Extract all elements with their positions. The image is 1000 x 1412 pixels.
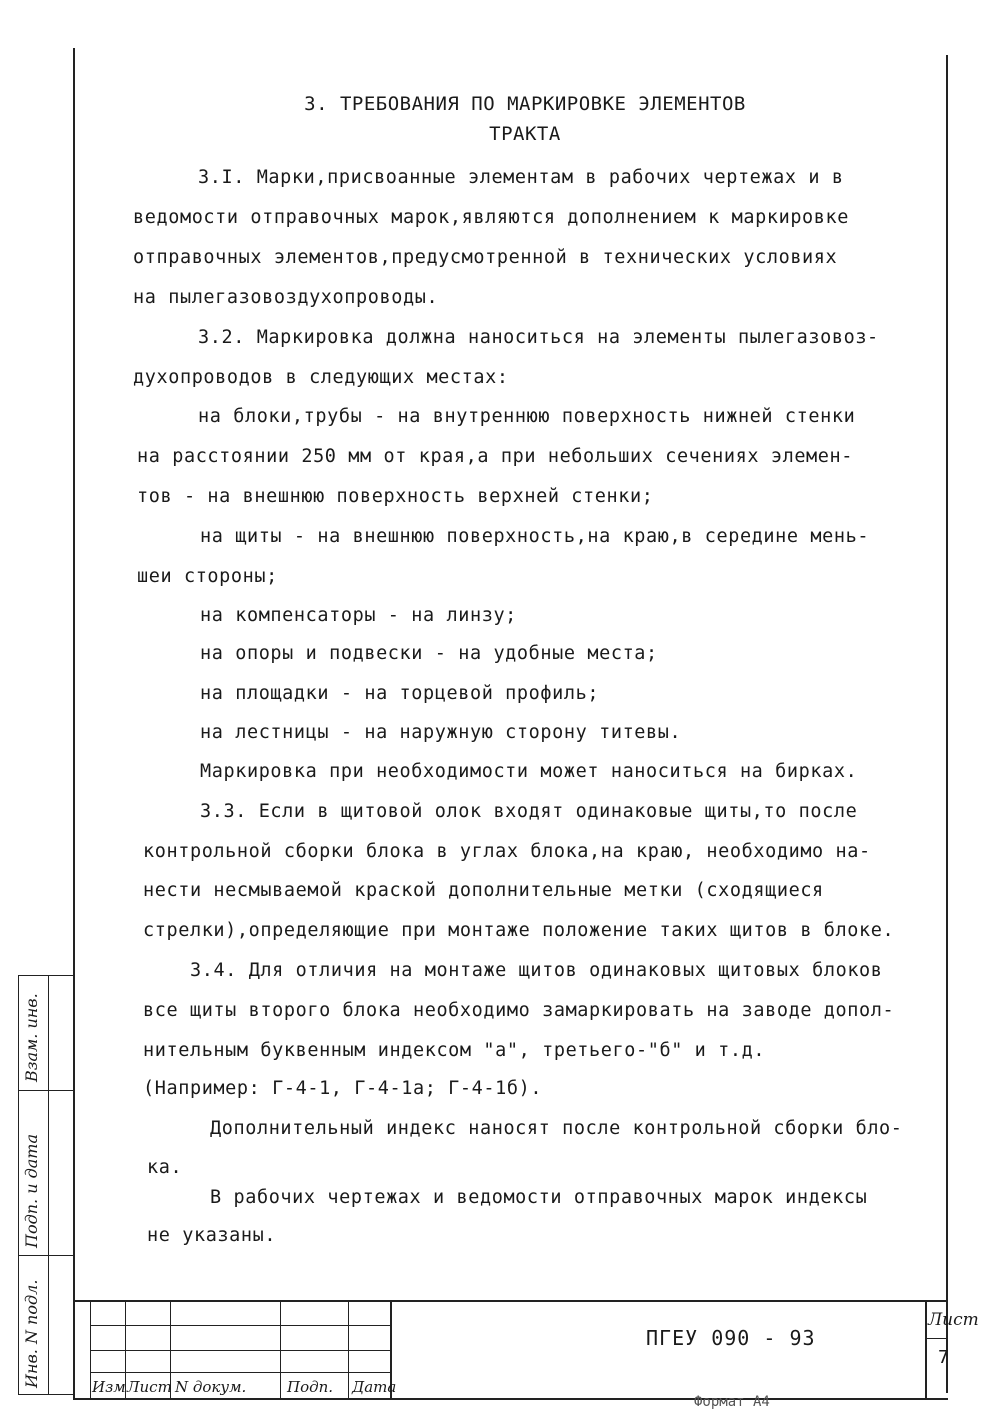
stamp-col-line bbox=[90, 1300, 91, 1398]
text-line: ка. bbox=[147, 1157, 183, 1178]
text-line: на площадки - на торцевой профиль; bbox=[200, 683, 600, 704]
stamp-row-line bbox=[90, 1325, 390, 1326]
stamp-top-line bbox=[73, 1300, 948, 1302]
margin-strip-divider bbox=[18, 1255, 74, 1256]
section-heading-continuation: ТРАКТА bbox=[489, 123, 561, 145]
text-line: 3.3. Если в щитовой олок входят одинаковые щиты,то после bbox=[200, 801, 858, 822]
text-line: Дополнительный индекс наносят после контрольной сборки бло- bbox=[210, 1118, 903, 1139]
text-line: В рабочих чертежах и ведомости отправочных марок индексы bbox=[210, 1187, 868, 1208]
text-line: ведомости отправочных марок,являются дополнением к маркировке bbox=[133, 207, 850, 228]
sheet-label: Лист bbox=[928, 1310, 979, 1330]
text-line: 3.2. Маркировка должна наноситься на элементы пылегазовоз- bbox=[198, 327, 879, 348]
frame-bottom-line bbox=[73, 1398, 948, 1400]
margin-label-podp-data: Подп. и дата bbox=[22, 1134, 41, 1248]
margin-strip-divider bbox=[18, 1090, 74, 1091]
text-line: на компенсаторы - на линзу; bbox=[200, 605, 517, 626]
text-line: Маркировка при необходимости может наноситься на бирках. bbox=[200, 761, 858, 782]
text-line: на щиты - на внешнюю поверхность,на краю,в середине мень- bbox=[200, 526, 870, 547]
section-heading: 3. ТРЕБОВАНИЯ ПО МАРКИРОВКЕ ЭЛЕМЕНТОВ bbox=[304, 93, 746, 115]
stamp-col-list: Лист bbox=[127, 1378, 172, 1396]
text-line: (Например: Г-4-1, Г-4-1а; Г-4-1б). bbox=[143, 1078, 543, 1099]
text-line: 3.4. Для отличия на монтаже щитов одинаковых щитовых блоков bbox=[190, 960, 883, 981]
format-label: Формат А4 bbox=[694, 1394, 770, 1410]
text-line: не указаны. bbox=[147, 1225, 277, 1246]
text-line: шеи стороны; bbox=[137, 566, 278, 587]
margin-strip-divider bbox=[18, 975, 74, 976]
text-line: на блоки,трубы - на внутреннюю поверхность нижней стенки bbox=[198, 406, 856, 427]
text-line: на расстоянии 250 мм от края,а при небольших сечениях элемен- bbox=[137, 446, 854, 467]
text-line: все щиты второго блока необходимо замаркировать на заводе допол- bbox=[143, 1000, 895, 1021]
stamp-col-line bbox=[348, 1300, 349, 1398]
text-line: отправочных элементов,предусмотренной в технических условиях bbox=[133, 247, 838, 268]
stamp-sheet-divider bbox=[925, 1300, 927, 1398]
margin-label-inv-podl: Инв. N подл. bbox=[22, 1279, 41, 1388]
stamp-col-data: Дата bbox=[352, 1378, 397, 1396]
stamp-col-line bbox=[280, 1300, 281, 1398]
text-line: духопроводов в следующих местах: bbox=[133, 367, 509, 388]
text-line: нительным буквенным индексом "а", третьего-"б" и т.д. bbox=[143, 1040, 766, 1061]
sheet-number: 7 bbox=[938, 1347, 949, 1368]
margin-strip-divider bbox=[18, 1394, 74, 1395]
margin-strip-line bbox=[48, 975, 49, 1395]
stamp-row-line bbox=[90, 1372, 390, 1373]
text-line: на опоры и подвески - на удобные места; bbox=[200, 643, 658, 664]
margin-strip-line bbox=[18, 975, 19, 1395]
margin-label-vzam-inv: Взам. инв. bbox=[22, 993, 41, 1082]
text-line: 3.I. Марки,присвоанные элементам в рабочих чертежах и в bbox=[198, 167, 844, 188]
stamp-sheet-row-line bbox=[925, 1338, 948, 1339]
frame-left-line bbox=[73, 48, 75, 1400]
stamp-col-ndokum: N докум. bbox=[175, 1378, 247, 1396]
text-line: на пылегазовоздухопроводы. bbox=[133, 287, 439, 308]
stamp-row-line bbox=[90, 1350, 390, 1351]
frame-right-line bbox=[946, 55, 948, 1393]
text-line: контрольной сборки блока в углах блока,на краю, необходимо на- bbox=[143, 841, 871, 862]
document-code: ПГЕУ 090 - 93 bbox=[646, 1326, 816, 1350]
text-line: нести несмываемой краской дополнительные метки (сходящиеся bbox=[143, 880, 824, 901]
stamp-col-podp: Подп. bbox=[287, 1378, 334, 1396]
text-line: стрелки),определяющие при монтаже положение таких щитов в блоке. bbox=[143, 920, 895, 941]
text-line: тов - на внешнюю поверхность верхней стенки; bbox=[137, 486, 654, 507]
stamp-col-izm: Изм bbox=[92, 1378, 126, 1396]
text-line: на лестницы - на наружную сторону титевы. bbox=[200, 722, 682, 743]
